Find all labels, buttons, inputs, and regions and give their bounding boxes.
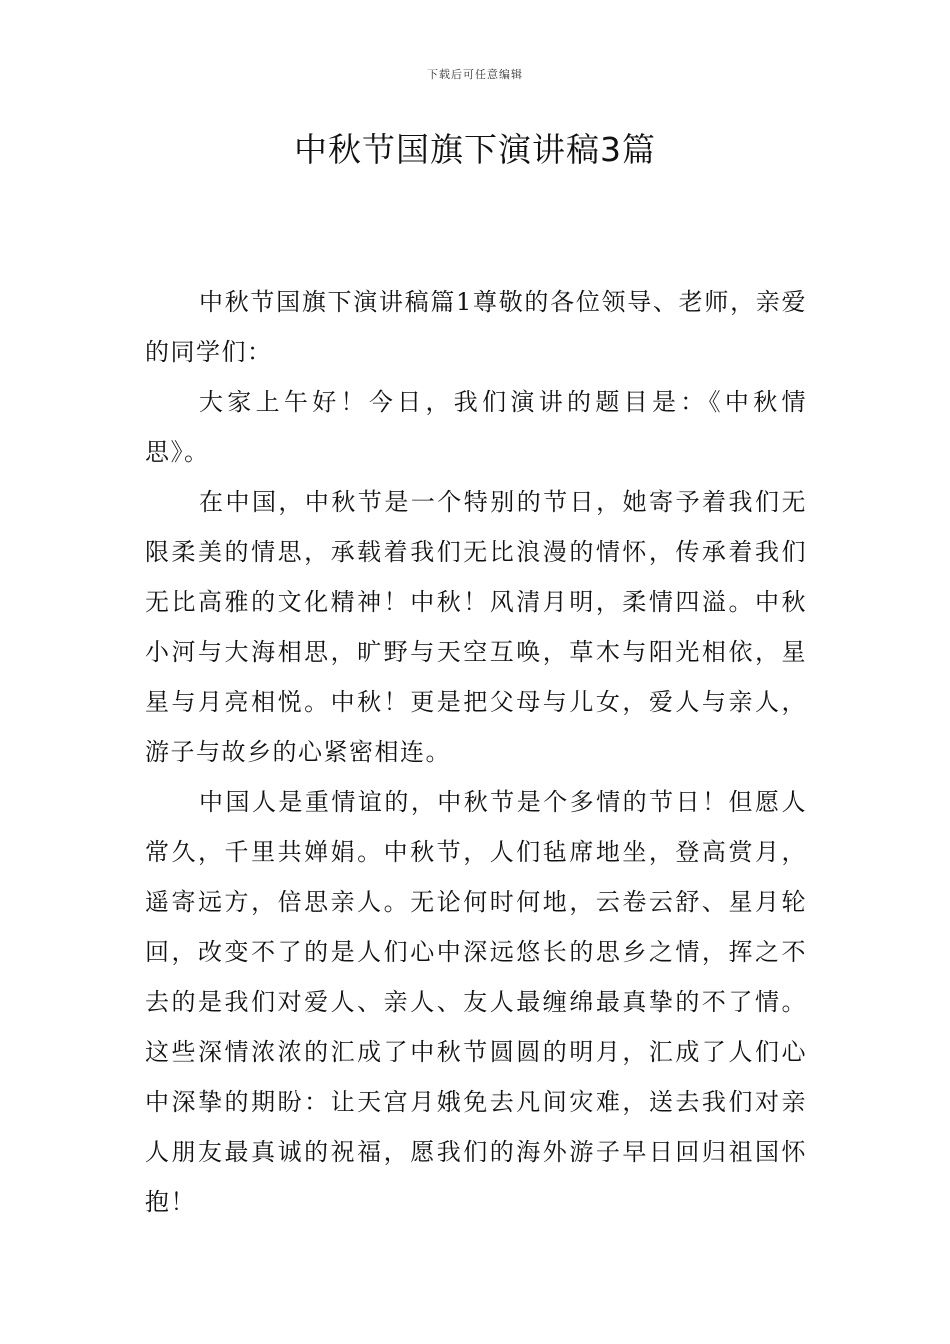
document-title: 中秋节国旗下演讲稿3篇 — [294, 130, 656, 169]
paragraph-2: 大家上午好！今日，我们演讲的题目是：《中秋情思》。 — [145, 388, 807, 466]
paragraph-1: 中秋节国旗下演讲稿篇1尊敬的各位领导、老师，亲爱的同学们： — [145, 288, 807, 366]
header-note: 下载后可任意编辑 — [427, 68, 523, 81]
paragraph-3: 在中国，中秋节是一个特别的节日，她寄予着我们无限柔美的情思，承载着我们无比浪漫的情怀，传承着我们无比高雅的文化精神！中秋！风清月明，柔情四溢。中秋小河与大海相思，旷野与天空互唤，草木与阳光相依，星星与月亮相悦。中秋！更是把父母与儿女，爱人与亲人，游子与故乡的心紧密相连。 — [145, 488, 807, 766]
document-body — [145, 277, 807, 1227]
paragraph-4: 中国人是重情谊的，中秋节是个多情的节日！但愿人常久，千里共婵娟。中秋节，人们毡席地坐，登高赏月，遥寄远方，倍思亲人。无论何时何地，云卷云舒、星月轮回，改变不了的是人们心中深远悠长的思乡之情，挥之不去的是我们对爱人、亲人、友人最缠绵最真挚的不了情。这些深情浓浓的汇成了中秋节圆圆的明月，汇成了人们心中深挚的期盼：让天宫月娥免去凡间灾难，送去我们对亲人朋友最真诚的祝福，愿我们的海外游子早日回归祖国怀抱！ — [145, 788, 807, 1216]
